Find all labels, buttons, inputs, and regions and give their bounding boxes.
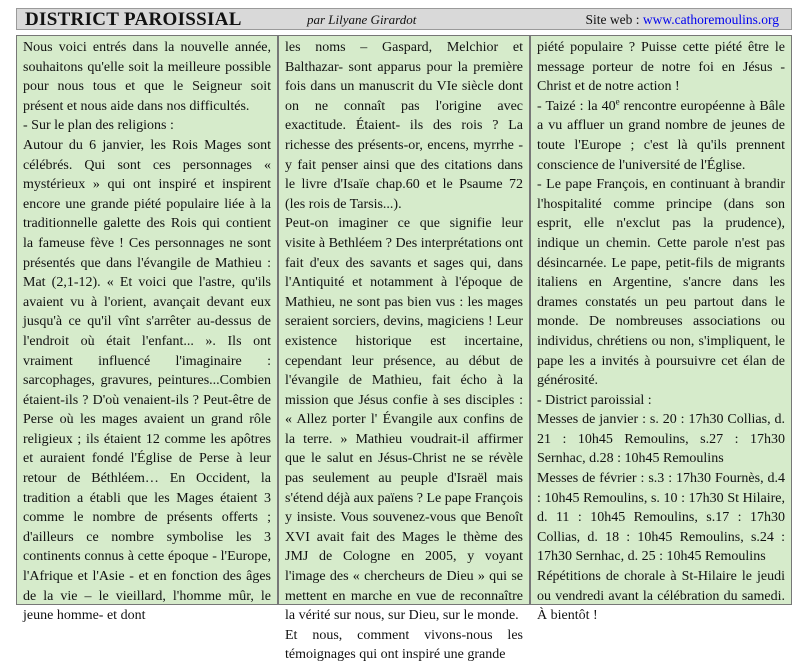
taize-paragraph bbox=[537, 97, 785, 175]
bethleem-paragraph: Peut-on imaginer ce que signifie leur visite à Bethléem ? Des interprétations ont fait d'eux des savants et sages qui, dans l'Antiquité et notamment à l'époque de Mathieu, ne sont pas bien vus : les mages seraient sorciers, devins, magiciens ! Leur existence historique est incertaine, cependant leur présence, au début de l'évangile de Mathieu, fait écho à la mission que Jésus confie à ses disciples : « Allez porter l' Évangile aux confins de la terre. » Mathieu voudrait-il affirmer que le salut en Jésus-Christ ne se révèle pas seulement au peuple d'Israël mais s'étend déjà aux païens ? Le pape François y insiste. Vous souvenez-vous que Benoît XVI avait fait des Mages le thème des JMJ de Cologne en 2005, y voyant l'image des « chercheurs de Dieu » qui se mettent en marche en vue de reconnaître la vérité sur nous, sur Dieu, sur le monde. bbox=[285, 216, 523, 624]
taize-text-end: rencontre européenne à Bâle a vu affluer un grand nombre de jeunes de toute l'Europe ; c'est là qu'ils prennent conscience de l'université de l'Église. bbox=[537, 98, 785, 173]
messes-janvier: Messes de janvier : s. 20 : 17h30 Collias, d. 21 : 10h45 Remoulins, s.27 : 17h30 Sernhac, d.28 : 10h45 Remoulins bbox=[537, 412, 785, 467]
taize-superscript: e bbox=[615, 96, 620, 107]
temoignages-paragraph: Et nous, comment vivons-nous les témoignages qui ont inspiré une grande bbox=[285, 627, 523, 663]
website-line bbox=[586, 9, 779, 31]
religions-heading: - Sur le plan des religions : bbox=[23, 118, 174, 134]
text-column-3 bbox=[530, 35, 792, 624]
article-header bbox=[16, 8, 792, 30]
rois-mages-paragraph: Autour du 6 janvier, les Rois Mages sont célébrés. Qui sont ces personnages « mystérieux » qui ont inspiré et inspirent encore une grande piété populaire liée à la traditionnelle galette des Rois qui contient la fameuse fève ! Ces personnages ne sont présentés que dans l'évangile de Mathieu : Mat (2,1-12). « Et voici que l'astre, qu'ils avaient vu à l'orient, avançait devant eux jusqu'à ce qu'il vînt s'arrêter au-dessus de l'endroit où était l'enfant... ». Ils ont vraiment influencé l'imaginaire : sarcophages, gravures, peintures...Combien étaient-ils ? D'où venaient-ils ? Peut-être de Perse où les mages avaient un grand rôle religieux ; ils étaient 12 comme les apôtres et auraient fondé l'Église de Perse à leur retour de Béthléem… En Occident, la tradition a établi que les Mages étaient 3 comme le nombre de présents offerts ; d'ailleurs ce nombre symbolise les 3 continents connus à cette époque - l'Europe, l'Afrique et l'Asie - et en fonction des âges de la vie – le vieillard, l'homme mûr, le jeune homme- et dont bbox=[23, 137, 271, 624]
website-label: Site web : bbox=[585, 12, 640, 27]
chorale-paragraph: Répétitions de chorale à St-Hilaire le jeudi ou vendredi avant la célébration du samedi. À bientôt ! bbox=[537, 569, 785, 624]
pape-paragraph: - Le pape François, en continuant à brandir l'hospitalité comme principe (dans son esprit, elle n'exclut pas la prudence), indique un chemin. Cette parole n'est pas désincarnée. Le pape, petit-fils de migrants italiens en Argentine, s'ancre dans les drames constatés un peu partout dans le monde. De nombreuses associations ou individus, chrétiens ou non, s'impliquent, le pape les a invités à poursuivre cet élan de générosité. bbox=[537, 177, 785, 389]
page-title: DISTRICT PAROISSIAL bbox=[25, 9, 242, 30]
author-byline: par Lilyane Girardot bbox=[307, 12, 417, 27]
text-column-2 bbox=[278, 35, 530, 663]
taize-text-start: - Taizé : la 40 bbox=[537, 98, 616, 114]
mages-names-paragraph: les noms – Gaspard, Melchior et Balthazar- sont apparus pour la première fois dans un manuscrit du VIe siècle dont on ne connaît pas l'origine avec exactitude. Étaient- ils des rois ? La richesse des présents-or, encens, myrrhe - y fait penser ainsi que des citations dans le livre d'Isaïe chap.60 et le Psaume 72 (les rois de Tarsis...). bbox=[285, 40, 523, 212]
messes-fevrier: Messes de février : s.3 : 17h30 Fournès, d.4 : 10h45 Remoulins, s. 10 : 17h30 St Hilaire, d. 11 : 10h45 Remoulins, s.17 : 17h30 Collias, d. 18 : 10h45 Remoulins, s.24 : 17h30 Sernhac, d. 25 : 10h45 Remoulins bbox=[537, 471, 785, 565]
intro-paragraph: Nous voici entrés dans la nouvelle année, souhaitons qu'elle soit la meilleure possible pour nous tous et que le Seigneur soit présent et nous aide dans nos difficultés. bbox=[23, 40, 271, 114]
piete-paragraph: piété populaire ? Puisse cette piété être le message porteur de notre foi en Jésus - Christ et de notre action ! bbox=[537, 40, 785, 95]
text-column-1 bbox=[16, 35, 278, 624]
district-heading: - District paroissial : bbox=[537, 392, 652, 408]
website-link[interactable]: www.cathoremoulins.org bbox=[642, 12, 779, 27]
